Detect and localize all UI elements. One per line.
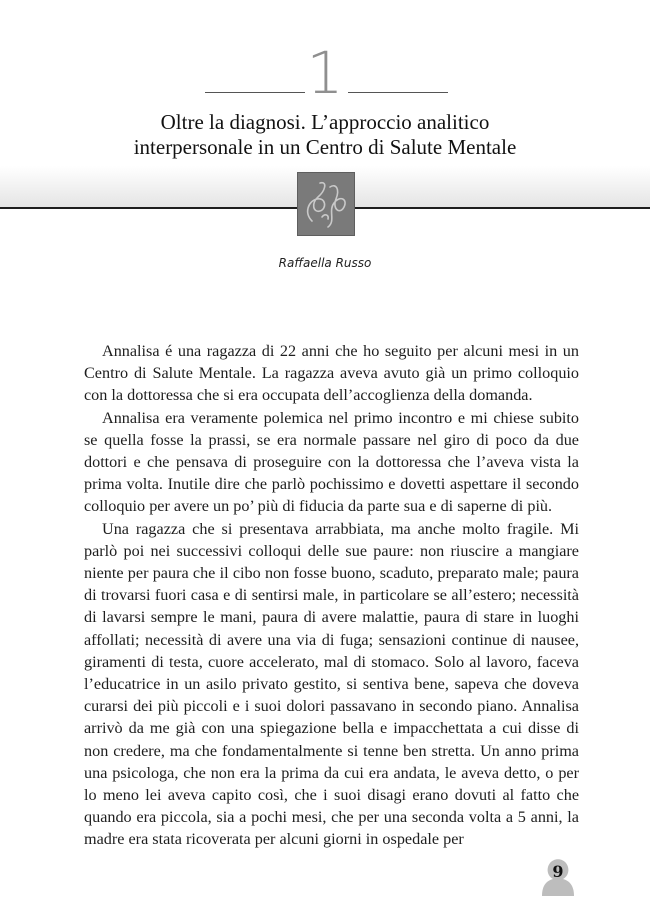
author-name: Raffaella Russo [278, 256, 372, 270]
body-text [84, 340, 579, 851]
chapter-title-line-1: Oltre la diagnosi. L’approccio analitico [160, 110, 490, 134]
page-number: 9 [552, 862, 564, 881]
paragraph: Una ragazza che si presentava arrabbiata, ma anche molto fragile. Mi parlò poi nei successivi colloqui delle sue paure: non riuscire a mangiare niente per paura che il cibo non fosse buono, scaduto, preparato male; paura di trovarsi fuori casa e di sentirsi male, in particolare se all’estero; necessità di lavarsi sempre le mani, paura di avere malattie, paura di stare in luoghi affollati; necessità di avere una via di fuga; sensazioni continue di nausee, giramenti di testa, cuore accelerato, mal di stomaco. Solo al lavoro, faceva l’educatrice in un asilo privato gestito, si sentiva bene, sapeva che doveva curarsi dei più piccoli e i suoi dolori passavano in secondo piano. Annalisa arrivò da me già con una spiegazione bella e impacchettata a cui disse di non credere, ma che fondamentalmente si tenne ben stretta. Un anno prima una psicologa, che non era la prima da cui era andata, le aveva detto, o per lo meno lei aveva capito così, che i suoi disagi erano dovuti al fatto che quando era piccola, sia a pochi mesi, che per una seconda volta a 5 anni, la madre era stata ricoverata per alcuni giorni in ospedale per [84, 519, 579, 849]
emblem-icon [297, 172, 355, 236]
paragraph: Annalisa é una ragazza di 22 anni che ho seguito per alcuni mesi in un Centro di Salute Mentale. La ragazza aveva avuto già un primo colloquio con la dottoressa che si era occupata dell’accoglienza della domanda. [84, 342, 579, 405]
chapter-number: 1 [306, 39, 344, 107]
chapter-title [40, 110, 610, 160]
paragraph: Annalisa era veramente polemica nel primo incontro e mi chiese subito se quella fosse la prassi, se era normale passare nel giro di poco da due dottori e che pensava di proseguire con la dottoressa che l’aveva vista la prima volta. Inutile dire che parlò pochissimo e dovetti aspettare il secondo colloquio per avere un po’ più di fiducia da parte sua e di saperne di più. [84, 408, 579, 516]
chapter-title-line-2: interpersonale in un Centro di Salute Mentale [133, 135, 517, 159]
chapter-number-rule-left [205, 92, 305, 93]
chapter-number-rule-right [348, 92, 448, 93]
